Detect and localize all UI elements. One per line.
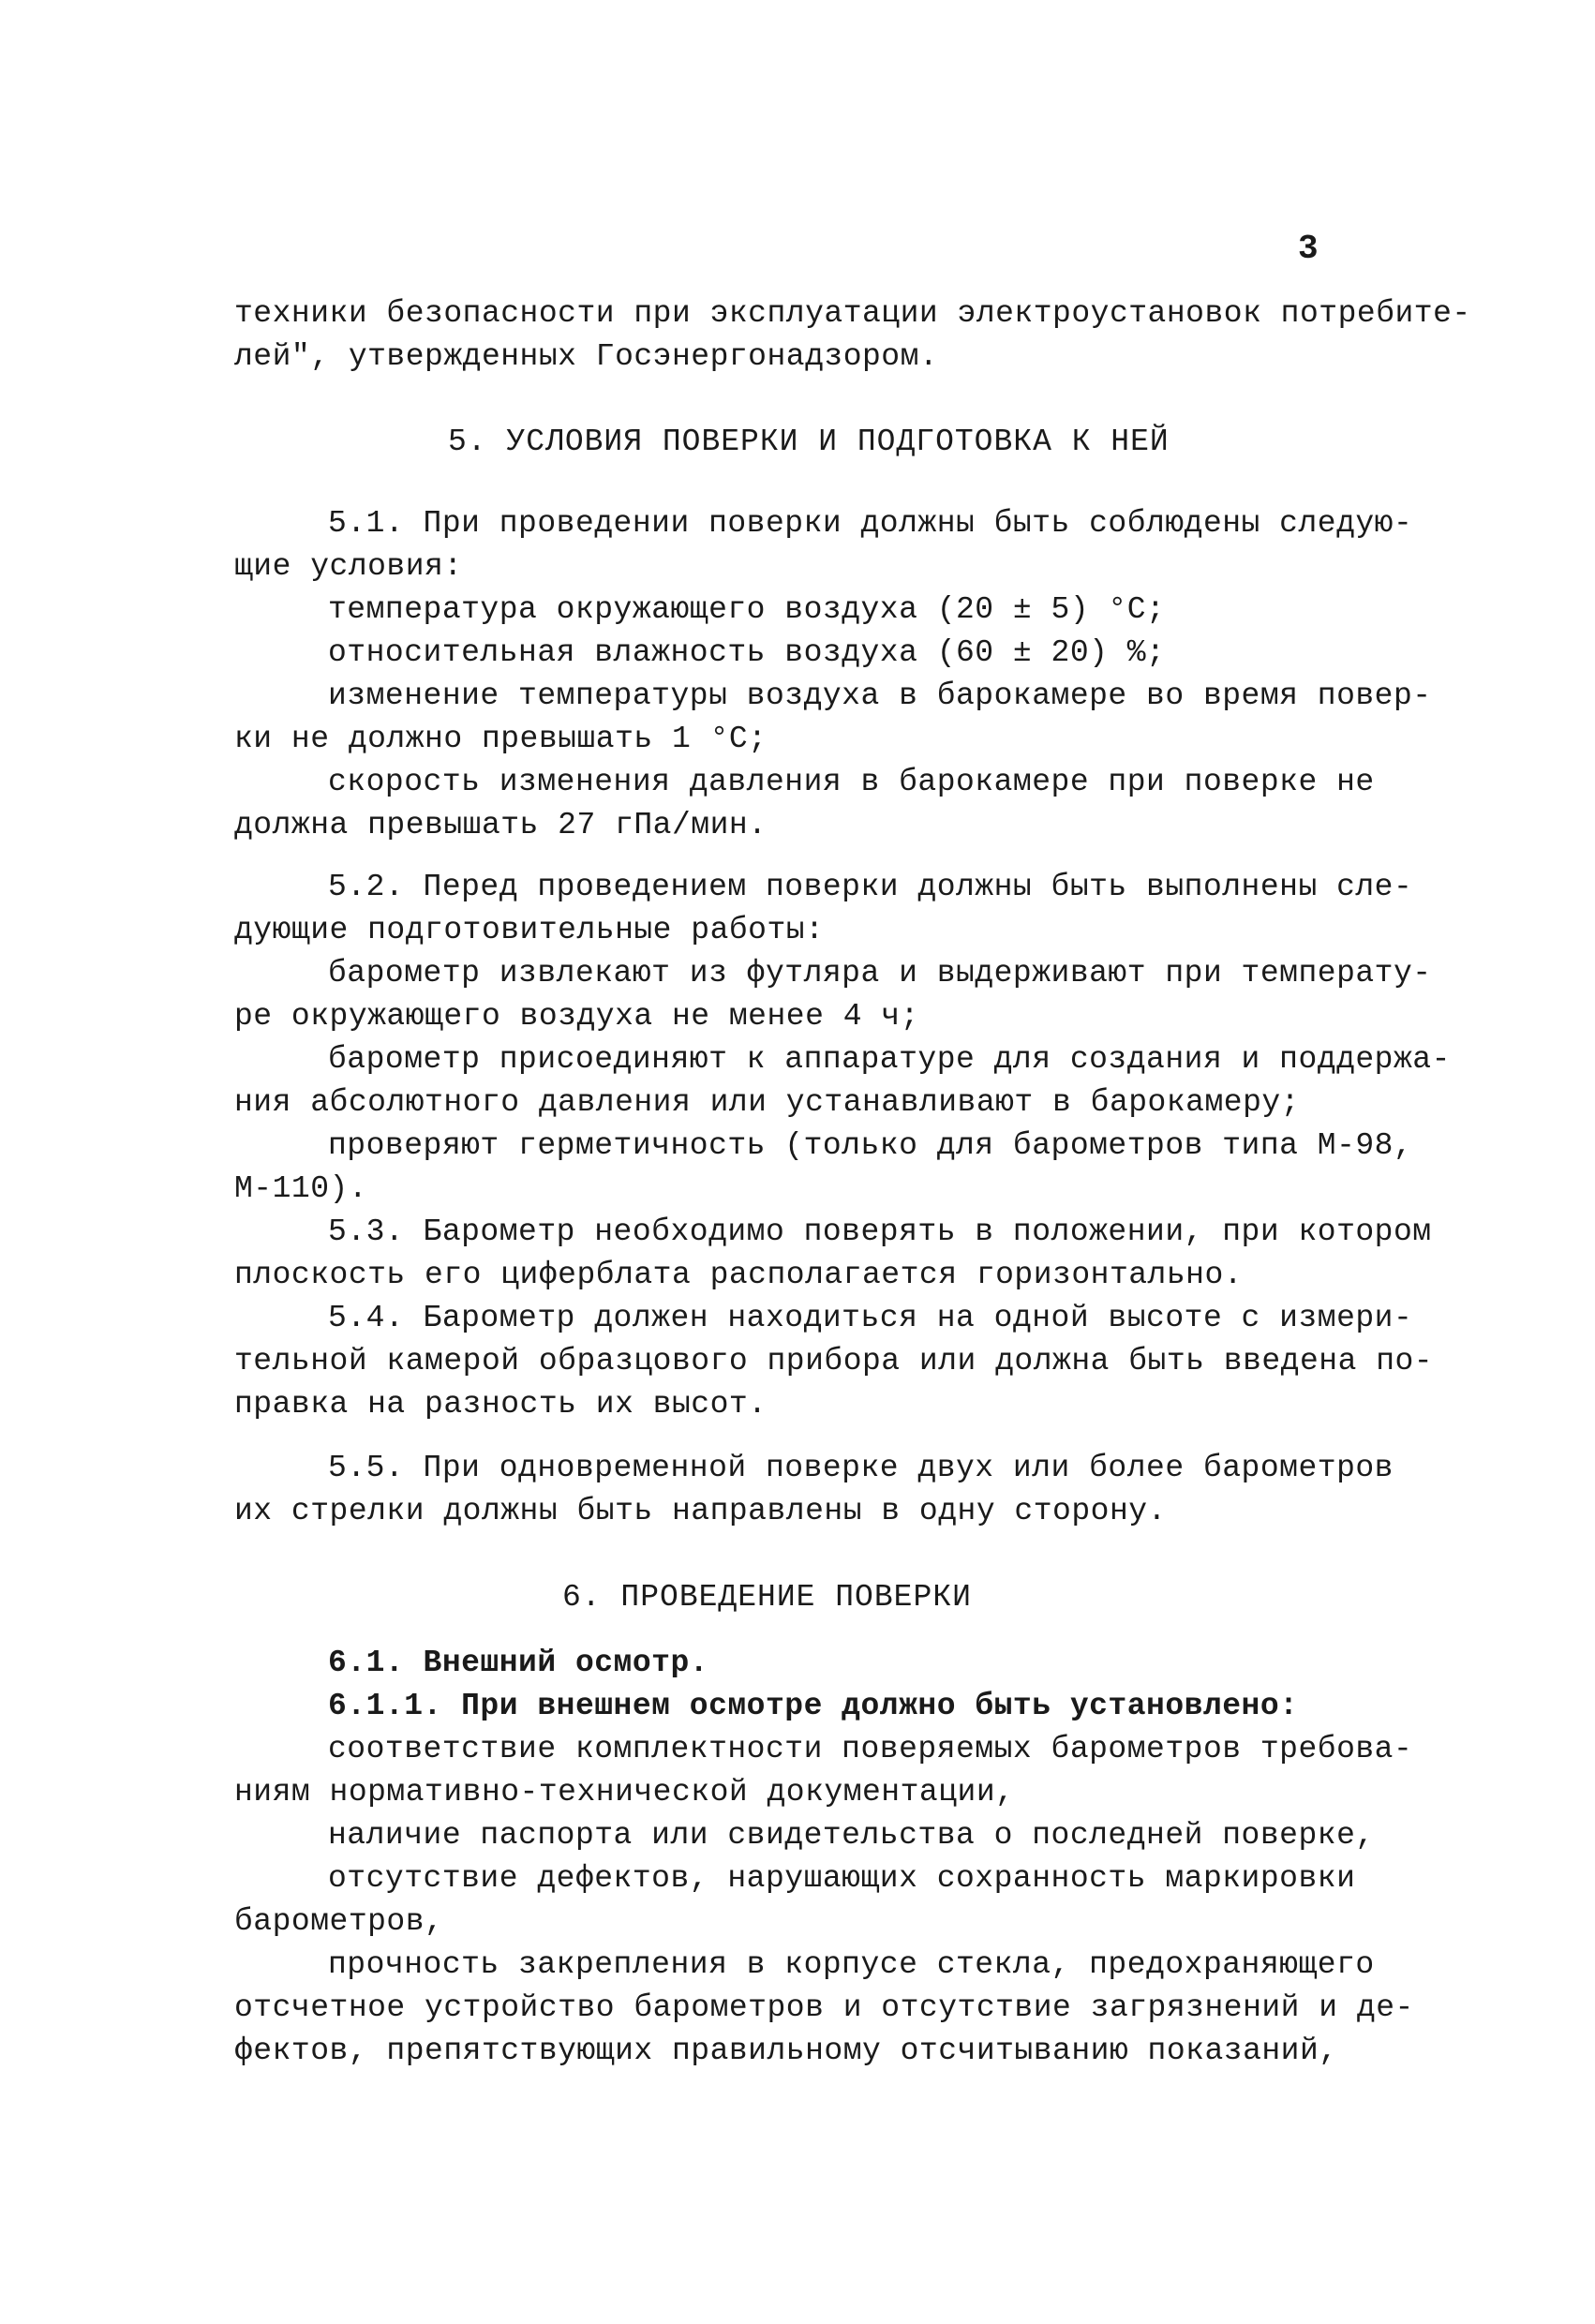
text-line: 6.1. Внешний осмотр. (328, 1646, 709, 1680)
text-line: ниям нормативно-технической документации, (234, 1775, 1015, 1810)
text-line: правка на разность их высот. (234, 1387, 768, 1422)
text-line: барометр присоединяют к аппаратуре для создания и поддержа- (328, 1042, 1451, 1077)
text-line: щие условия: (234, 549, 463, 584)
text-line: отсутствие дефектов, нарушающих сохранность маркировки (328, 1861, 1356, 1896)
text-line: относительная влажность воздуха (60 ± 20) %; (328, 635, 1166, 670)
text-line: тельной камерой образцового прибора или должна быть введена по- (234, 1344, 1434, 1378)
text-line: техники безопасности при эксплуатации электроустановок потребите- (234, 296, 1471, 331)
section-heading: 6. ПРОВЕДЕНИЕ ПОВЕРКИ (562, 1580, 972, 1615)
text-line: наличие паспорта или свидетельства о последней поверке, (328, 1818, 1375, 1853)
text-line: дующие подготовительные работы: (234, 913, 825, 947)
text-line: должна превышать 27 гПа/мин. (234, 808, 768, 842)
text-line: ре окружающего воздуха не менее 4 ч; (234, 999, 919, 1034)
text-line: М-110). (234, 1171, 368, 1206)
page-number: 3 (1298, 230, 1319, 268)
text-line: 5.4. Барометр должен находиться на одной высоте с измери- (328, 1301, 1413, 1335)
text-line: барометров, (234, 1904, 444, 1939)
text-line: соответствие комплектности поверяемых барометров требова- (328, 1732, 1413, 1766)
section-heading: 5. УСЛОВИЯ ПОВЕРКИ И ПОДГОТОВКА К НЕЙ (448, 425, 1170, 459)
text-line: ния абсолютного давления или устанавливают в барокамеру; (234, 1085, 1300, 1120)
text-line: 5.1. При проведении поверки должны быть соблюдены следую- (328, 506, 1413, 541)
text-line: скорость изменения давления в барокамере при поверке не (328, 765, 1375, 799)
text-line: 5.3. Барометр необходимо поверять в положении, при котором (328, 1214, 1432, 1249)
text-line: изменение температуры воздуха в барокамере во время повер- (328, 678, 1432, 713)
text-line: их стрелки должны быть направлены в одну сторону. (234, 1494, 1167, 1528)
text-line: фектов, препятствующих правильному отсчитыванию показаний, (234, 2034, 1338, 2068)
text-line: плоскость его циферблата располагается горизонтально. (234, 1258, 1244, 1292)
text-line: прочность закрепления в корпусе стекла, предохраняющего (328, 1947, 1375, 1982)
text-line: 5.5. При одновременной поверке двух или более барометров (328, 1451, 1394, 1485)
text-line: температура окружающего воздуха (20 ± 5) °С; (328, 592, 1166, 627)
text-line: 6.1.1. При внешнем осмотре должно быть установлено: (328, 1689, 1299, 1723)
text-line: лей", утвержденных Госэнергонадзором. (234, 339, 939, 374)
text-line: ки не должно превышать 1 °С; (234, 722, 768, 756)
text-line: 5.2. Перед проведением поверки должны быть выполнены сле- (328, 870, 1413, 904)
text-line: отсчетное устройство барометров и отсутствие загрязнений и де- (234, 1990, 1414, 2025)
text-line: барометр извлекают из футляра и выдерживают при температу- (328, 956, 1432, 991)
text-line: проверяют герметичность (только для барометров типа М-98, (328, 1128, 1413, 1163)
